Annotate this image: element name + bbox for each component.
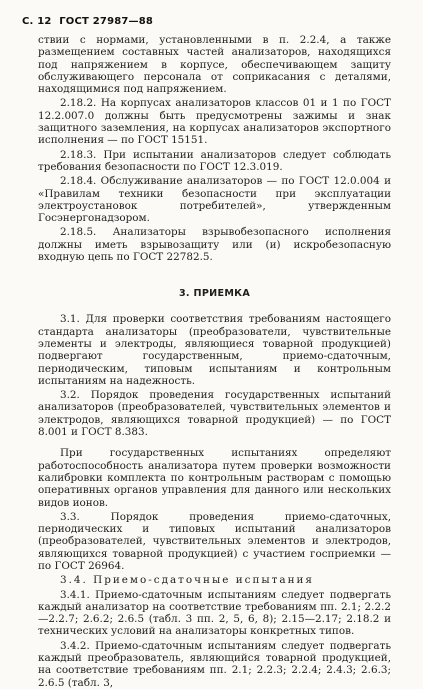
section-heading-acceptance: 3. ПРИЕМКА — [178, 288, 251, 300]
page-body — [38, 34, 391, 689]
clause-3-4-1: 3.4.1. Приемо-сдаточным испытаниям следует подвергать каждый анализатор на соответствие требованиям пп. 2.1; 2.2.2—2.2.7; 2.6.2; 2.6.5 (табл. 3 пп. 2, 5, 6, 8); 2.15—2.17; 2.18.2 и технических условий на анализаторы конкретных типов. — [38, 588, 391, 638]
paragraph-state-tests: При государственных испытаниях определяют работоспособность анализатора путем проверки возможности калибровки комплекта по контрольным растворам с помощью оперативных органов управления для данного или нескольких видов ионов. — [38, 447, 391, 509]
standard-id: ГОСТ 27987—88 — [59, 16, 154, 27]
page-header — [22, 16, 153, 27]
page-number: С. 12 — [22, 16, 52, 27]
clause-3-3: 3.3. Порядок проведения приемо-сдаточных, периодических и типовых испытаний анализаторов (преобразователей, чувствительных элементов и электродов, являющихся товарной продукцией) с участием госприемки — по ГОСТ 26964. — [38, 510, 391, 572]
clause-2-18-3: 2.18.3. При испытании анализаторов следует соблюдать требования безопасности по ГОСТ 12.3.019. — [38, 148, 391, 173]
clause-2-18-5: 2.18.5. Анализаторы взрывобезопасного исполнения должны иметь взрывозащиту или (и) искробезопасную входную цепь по ГОСТ 22782.5. — [38, 226, 391, 264]
clause-3-2: 3.2. Порядок проведения государственных испытаний анализаторов (преобразователей, чувствительных элементов и электродов, являющихся товарной продукцией) — по ГОСТ 8.001 и ГОСТ 8.383. — [38, 389, 391, 439]
subsection-heading-3-4: 3.4. Приемо-сдаточные испытания — [60, 574, 314, 587]
paragraph-continuation: ствии с нормами, установленными в п. 2.2.4, а также размещением составных частей анализаторов, находящихся под напряжением в корпусе, обеспечивающем защиту обслуживающего персонала от соприкасания с деталями, находящимися под напряжением. — [38, 34, 391, 96]
clause-3-1: 3.1. Для проверки соответствия требованиям настоящего стандарта анализаторы (преобразователи, чувствительные элементы и электроды, являющиеся товарной продукцией) подвергают государственным, приемо-сдаточным, периодическим, типовым испытаниям и контрольным испытаниям на надежность. — [38, 313, 391, 387]
clause-2-18-2: 2.18.2. На корпусах анализаторов классов 01 и 1 по ГОСТ 12.2.007.0 должны быть предусмотрены зажимы и знак защитного заземления, на корпусах анализаторов экспортного исполнения — по ГОСТ 15151. — [38, 97, 391, 147]
clause-2-18-4: 2.18.4. Обслуживание анализаторов — по ГОСТ 12.0.004 и «Правилам техники безопасности при эксплуатации электроустановок потребителей», утвержденным Госэнергонадзором. — [38, 175, 391, 225]
clause-3-4-2: 3.4.2. Приемо-сдаточным испытаниям следует подвергать каждый преобразователь, являющийся товарной продукцией, на соответствие требованиям пп. 2.1; 2.2.3; 2.2.4; 2.4.3; 2.6.3; 2.6.5 (табл. 3, — [38, 639, 391, 689]
